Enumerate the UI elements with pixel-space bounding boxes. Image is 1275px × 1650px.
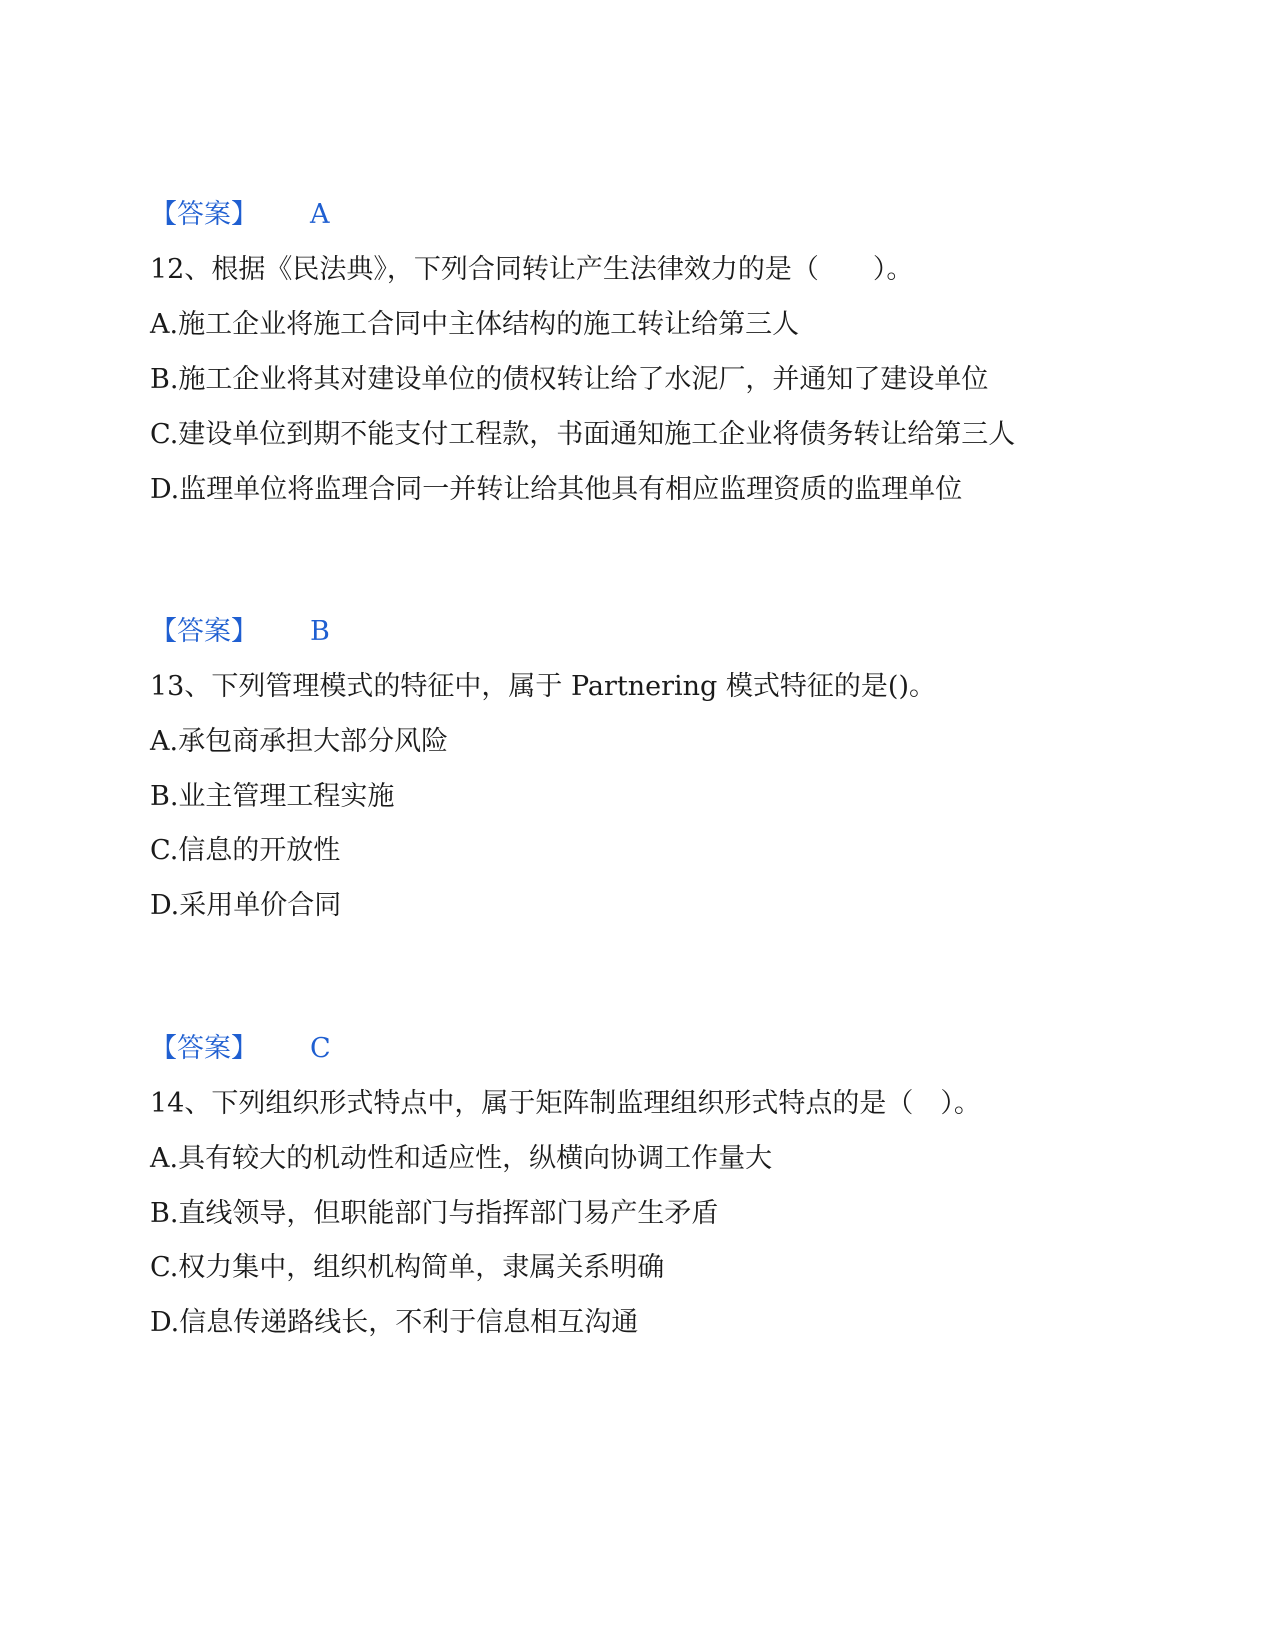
- answer-label: 【答案】: [150, 616, 258, 647]
- question-12-option-b: B.施工企业将其对建设单位的债权转让给了水泥厂，并通知了建设单位: [150, 364, 989, 395]
- answer-label: 【答案】: [150, 199, 258, 230]
- answer-label: 【答案】: [150, 1033, 258, 1064]
- answer-line-block-2: [150, 614, 330, 650]
- question-13-option-a: A.承包商承担大部分风险: [150, 726, 449, 757]
- answer-line-block-1: [150, 197, 330, 233]
- question-14-option-c: C.权力集中，组织机构简单，隶属关系明确: [150, 1252, 665, 1283]
- question-12-option-c: C.建设单位到期不能支付工程款，书面通知施工企业将债务转让给第三人: [150, 419, 1016, 450]
- question-12-option-d: D.监理单位将监理合同一并转让给其他具有相应监理资质的监理单位: [150, 474, 963, 505]
- answer-value: A: [310, 199, 330, 230]
- question-13-text: 13、下列管理模式的特征中，属于 Partnering 模式特征的是()。: [150, 671, 936, 702]
- question-13-option-d: D.采用单价合同: [150, 890, 342, 921]
- question-13-option-c: C.信息的开放性: [150, 835, 341, 866]
- question-14-option-b: B.直线领导，但职能部门与指挥部门易产生矛盾: [150, 1198, 719, 1229]
- answer-value: C: [310, 1033, 331, 1064]
- question-12-option-a: A.施工企业将施工合同中主体结构的施工转让给第三人: [150, 309, 800, 340]
- answer-line-block-3: [150, 1031, 331, 1067]
- question-14-option-a: A.具有较大的机动性和适应性，纵横向协调工作量大: [150, 1143, 773, 1174]
- answer-value: B: [310, 616, 330, 647]
- question-13-option-b: B.业主管理工程实施: [150, 781, 395, 812]
- question-14-text: 14、下列组织形式特点中，属于矩阵制监理组织形式特点的是（ ）。: [150, 1088, 981, 1119]
- question-14-option-d: D.信息传递路线长，不利于信息相互沟通: [150, 1307, 639, 1338]
- question-12-text: 12、根据《民法典》，下列合同转让产生法律效力的是（ ）。: [150, 254, 914, 285]
